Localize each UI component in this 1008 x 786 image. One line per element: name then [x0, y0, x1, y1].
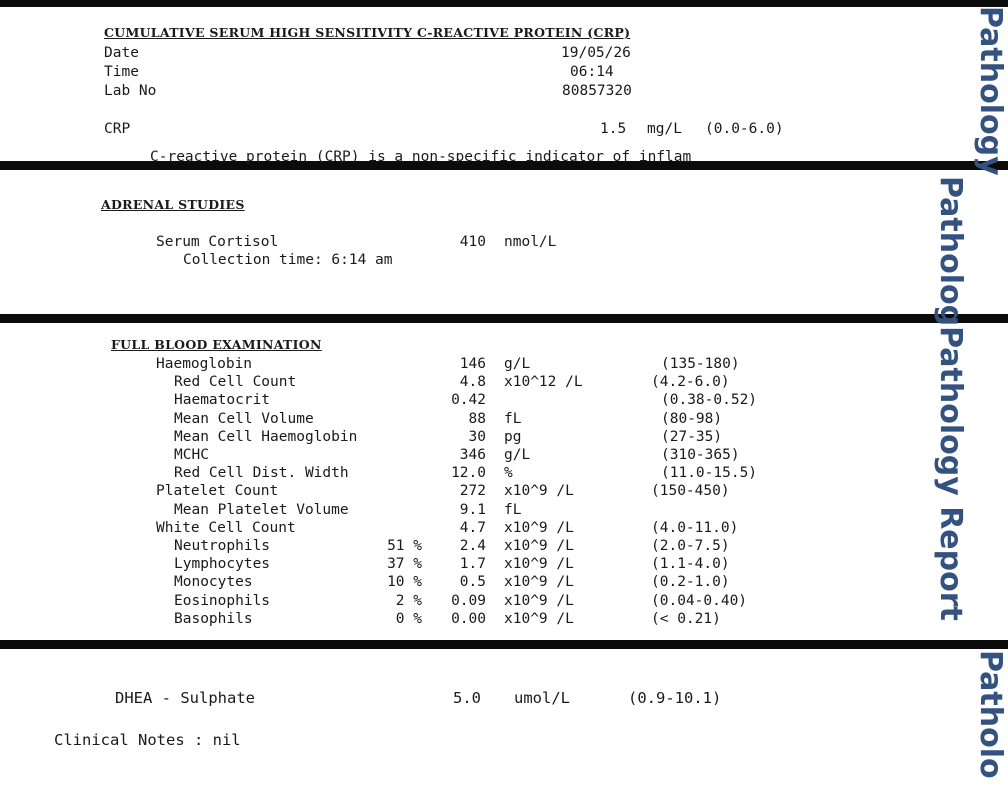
labno-value: 80857320	[562, 83, 632, 99]
fbe-row-value: 146	[459, 356, 486, 372]
cortisol-label: Serum Cortisol	[156, 234, 279, 250]
separator-bar	[0, 640, 1008, 649]
fbe-row-range: (0.38-0.52)	[661, 392, 758, 409]
fbe-row-value: 88	[468, 410, 486, 427]
crp-unit: mg/L	[647, 121, 682, 137]
fbe-row-label: Eosinophils	[174, 592, 271, 609]
fbe-row-value: 0.5	[459, 574, 486, 591]
fbe-row-range: (0.2-1.0)	[651, 574, 730, 591]
time-label: Time	[104, 64, 139, 80]
fbe-row-pct: 37 %	[387, 556, 422, 573]
crp-range: (0.0-6.0)	[705, 121, 784, 137]
date-label: Date	[104, 45, 139, 61]
time-value: 06:14	[570, 64, 614, 80]
fbe-row-label: White Cell Count	[156, 519, 296, 536]
crp-heading: CUMULATIVE SERUM HIGH SENSITIVITY C-REACTIVE PROTEIN (CRP)	[104, 25, 631, 40]
fbe-row-value: 12.0	[451, 465, 486, 482]
fbe-row-value: 346	[459, 447, 486, 463]
fbe-row-value: 272	[459, 483, 486, 500]
fbe-row-unit: x10^9 /L	[504, 538, 574, 554]
crp-comment-cut: C-reactive protein (CRP) is a non-specific indicator of inflam	[150, 149, 692, 165]
fbe-row-unit: pg	[504, 428, 522, 445]
fbe-row-value: 0.42	[451, 392, 486, 409]
watermark-pathology: Pathology	[973, 6, 1008, 176]
dhea-label: DHEA - Sulphate	[115, 689, 255, 707]
fbe-heading: FULL BLOOD EXAMINATION	[111, 337, 322, 352]
clinical-notes: Clinical Notes : nil	[54, 731, 241, 749]
fbe-row-value: 9.1	[459, 501, 486, 518]
fbe-row-range: (310-365)	[661, 447, 740, 463]
fbe-row-label: Platelet Count	[156, 483, 279, 500]
fbe-row-pct: 10 %	[387, 574, 422, 591]
fbe-row-unit: x10^12 /L	[504, 374, 583, 391]
fbe-row-range: (80-98)	[661, 410, 723, 427]
fbe-row-label: Lymphocytes	[174, 556, 271, 573]
dhea-range: (0.9-10.1)	[628, 689, 722, 707]
fbe-row-pct: 2 %	[395, 592, 422, 609]
fbe-row-label: Mean Cell Haemoglobin	[174, 428, 358, 445]
separator-bar	[0, 314, 1008, 323]
date-value: 19/05/26	[561, 45, 631, 61]
dhea-unit: umol/L	[514, 689, 570, 707]
cortisol-unit: nmol/L	[504, 234, 557, 250]
fbe-row-pct: 51 %	[387, 538, 422, 554]
fbe-row-unit: x10^9 /L	[504, 592, 574, 609]
crp-label: CRP	[104, 121, 131, 137]
fbe-row-unit: g/L	[504, 447, 531, 463]
fbe-row-range: (27-35)	[661, 428, 723, 445]
fbe-row-value: 1.7	[459, 556, 486, 573]
fbe-row-range: (1.1-4.0)	[651, 556, 730, 573]
fbe-row-unit: x10^9 /L	[504, 574, 574, 591]
fbe-row-unit: fL	[504, 410, 522, 427]
fbe-row-label: Neutrophils	[174, 538, 271, 554]
fbe-row-label: Haematocrit	[174, 392, 271, 409]
fbe-row-label: Haemoglobin	[156, 356, 253, 372]
fbe-row-value: 30	[468, 428, 486, 445]
labno-label: Lab No	[104, 83, 157, 99]
fbe-row-unit: fL	[504, 501, 522, 518]
fbe-row-range: (11.0-15.5)	[661, 465, 758, 482]
fbe-row-label: Basophils	[174, 610, 253, 627]
fbe-row-label: MCHC	[174, 447, 209, 463]
fbe-row-range: (4.0-11.0)	[651, 519, 739, 536]
fbe-row-range: (150-450)	[651, 483, 730, 500]
fbe-row-range: (2.0-7.5)	[651, 538, 730, 554]
collection-note: Collection time: 6:14 am	[183, 252, 393, 268]
fbe-row-value: 0.00	[451, 610, 486, 627]
watermark-pathology-report: PathologPathology Report	[933, 176, 968, 621]
fbe-row-label: Monocytes	[174, 574, 253, 591]
fbe-row-pct: 0 %	[395, 610, 422, 627]
fbe-row-unit: x10^9 /L	[504, 610, 574, 627]
fbe-row-range: (4.2-6.0)	[651, 374, 730, 391]
fbe-row-label: Mean Cell Volume	[174, 410, 314, 427]
fbe-row-range: (135-180)	[661, 356, 740, 372]
cortisol-value: 410	[459, 234, 486, 250]
fbe-row-unit: x10^9 /L	[504, 483, 574, 500]
fbe-row-range: (0.04-0.40)	[651, 592, 748, 609]
fbe-row-unit: g/L	[504, 356, 531, 372]
fbe-row-unit: x10^9 /L	[504, 519, 574, 536]
dhea-value: 5.0	[453, 689, 481, 707]
fbe-row-value: 4.8	[459, 374, 486, 391]
fbe-row-range: (< 0.21)	[651, 610, 721, 627]
top-bar	[0, 0, 1008, 7]
crp-value: 1.5	[600, 121, 627, 137]
fbe-row-unit: %	[504, 465, 513, 482]
fbe-row-label: Mean Platelet Volume	[174, 501, 349, 518]
fbe-row-label: Red Cell Count	[174, 374, 297, 391]
fbe-row-value: 4.7	[459, 519, 486, 536]
adrenal-heading: ADRENAL STUDIES	[101, 197, 245, 212]
fbe-row-label: Red Cell Dist. Width	[174, 465, 349, 482]
watermark-pathology-cut: Patholo	[973, 650, 1008, 779]
fbe-row-unit: x10^9 /L	[504, 556, 574, 573]
fbe-row-value: 2.4	[459, 538, 486, 554]
fbe-row-value: 0.09	[451, 592, 486, 609]
